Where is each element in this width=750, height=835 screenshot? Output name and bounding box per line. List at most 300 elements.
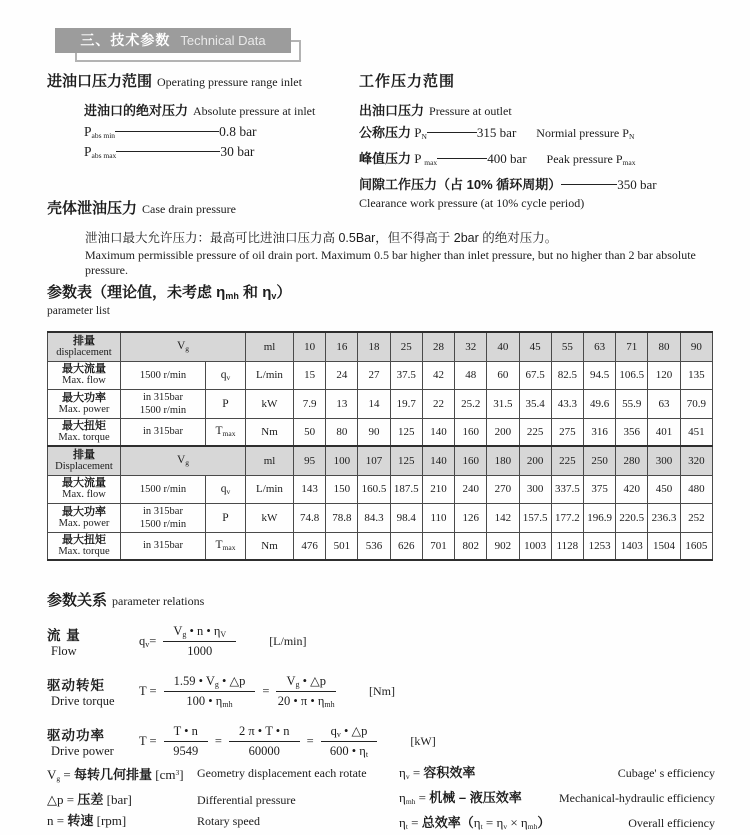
displacement-col-header: 55 — [551, 332, 583, 361]
value-cell: 196.9 — [583, 503, 615, 532]
row-label-cell — [48, 418, 121, 446]
token: • △p — [218, 674, 246, 688]
token: = — [149, 634, 157, 648]
unit-cell: kW — [246, 389, 294, 418]
inlet-heading-en: Operating pressure range inlet — [157, 75, 302, 89]
token: = — [409, 765, 424, 780]
value-cell: 94.5 — [583, 361, 615, 389]
outlet-heading-zh: 工作压力范围 — [359, 73, 456, 90]
table-header-row — [48, 446, 713, 475]
row-label-en: Max. flow — [62, 375, 106, 386]
relations-heading-zh: 参数关系 — [47, 592, 108, 609]
token: 600 • — [329, 744, 360, 758]
table-row — [48, 389, 713, 418]
token: P — [411, 151, 425, 166]
displacement-col-header: 32 — [455, 332, 487, 361]
value-cell: 126 — [455, 503, 487, 532]
value-cell: 450 — [648, 475, 680, 503]
inlet-pressure-rows — [47, 124, 359, 160]
parameter-table — [47, 331, 713, 561]
case-drain-text-zh: 泄油口最大允许压力：最高可比进油口压力高 0.5Bar，但不得高于 2bar 的绝对压力。 — [85, 231, 558, 245]
symbol-cell — [206, 361, 246, 389]
fraction-numerator — [276, 673, 336, 692]
formula-label-zh: 流 量 — [47, 628, 81, 643]
parameter-table-heading — [47, 281, 291, 317]
displacement-col-header: 107 — [358, 446, 390, 475]
token: n = — [47, 813, 68, 828]
value-cell: 1403 — [616, 532, 648, 560]
token: $V_g$ — [286, 674, 300, 689]
token: 峰值压力 — [359, 151, 412, 166]
token: • n • — [186, 624, 214, 638]
legend-item — [399, 815, 715, 835]
token: 20 • π • — [277, 694, 318, 708]
fraction-denominator — [249, 742, 280, 759]
inlet-subheading-en: Absolute pressure at inlet — [193, 104, 316, 118]
formula-unit: [Nm] — [369, 683, 395, 698]
displacement-col-header: 225 — [551, 446, 583, 475]
table-header-row — [48, 332, 713, 361]
case-drain-heading-en: Case drain pressure — [142, 202, 236, 216]
inlet-subheading-zh: 进油口的绝对压力 — [84, 103, 189, 118]
value-cell: 157.5 — [519, 503, 551, 532]
condition-cell: 1500 r/min — [121, 475, 206, 503]
value-cell: 200 — [487, 418, 519, 446]
token: $q_v$ — [220, 368, 231, 382]
case-drain-heading-zh: 壳体泄油压力 — [47, 200, 138, 217]
value-cell: 50 — [294, 418, 326, 446]
row-label-en: Max. torque — [58, 431, 110, 443]
inlet-pressure-row — [84, 144, 359, 160]
displacement-col-header: 40 — [487, 332, 519, 361]
legend-symbol — [399, 790, 522, 810]
displacement-col-header: 100 — [326, 446, 358, 475]
value-cell: 19.7 — [390, 389, 422, 418]
token: = — [482, 815, 497, 830]
token: $\eta_{mh}$ — [520, 815, 538, 831]
value-cell: 143 — [294, 475, 326, 503]
legend-text-en: Mechanical-hydraulic efficiency — [558, 791, 715, 805]
value-cell: 401 — [648, 418, 680, 446]
row-label-zh: 最大功率 — [62, 505, 106, 518]
value-cell: 60 — [487, 361, 519, 389]
token: = — [415, 790, 430, 805]
value-cell: 90 — [358, 418, 390, 446]
fraction — [321, 723, 378, 759]
displacement-col-header: 320 — [680, 446, 712, 475]
value-cell: 220.5 — [616, 503, 648, 532]
fraction — [163, 624, 236, 659]
value-cell: 1253 — [583, 532, 615, 560]
condition-cell: 1500 r/min — [121, 361, 206, 389]
row-label-zh: 最大扭矩 — [62, 533, 106, 546]
token: ] — [179, 767, 184, 782]
value-cell: 300 — [519, 475, 551, 503]
value-cell: 55.9 — [616, 389, 648, 418]
token: 参数表（理论值，未考虑 — [47, 284, 217, 301]
token: 1.59 • — [173, 674, 206, 688]
formula-body — [139, 624, 243, 659]
token: Normial pressure P — [536, 126, 629, 140]
leader-line — [115, 131, 219, 132]
value-cell: 63 — [648, 389, 680, 418]
displacement-col-header: 160 — [455, 446, 487, 475]
value-cell: 150 — [326, 475, 358, 503]
token: P — [411, 125, 422, 140]
row-label-zh: 最大流量 — [62, 363, 106, 375]
formula-label-en: Drive torque — [51, 693, 115, 708]
value-cell: 902 — [487, 532, 519, 560]
value-cell: 82.5 — [551, 361, 583, 389]
token: $\eta_t$ — [399, 815, 408, 831]
displacement-col-header: 80 — [648, 332, 680, 361]
token: T • n — [173, 723, 198, 738]
value-cell: 252 — [680, 503, 712, 532]
fraction-numerator — [163, 624, 236, 642]
value-cell: 1605 — [680, 532, 712, 560]
unit-cell: kW — [246, 503, 294, 532]
fraction-numerator — [229, 724, 300, 742]
legend-text-en: Geometry displacement each rotate — [197, 766, 367, 780]
value-cell: 160 — [455, 418, 487, 446]
pressure-value: 350 bar — [617, 177, 657, 192]
inlet-pressure-column — [47, 70, 359, 211]
formula-row — [47, 723, 715, 759]
value-cell: 236.3 — [648, 503, 680, 532]
token: $V_g$ — [205, 674, 219, 689]
legend-item — [47, 765, 399, 787]
formula-rows — [47, 624, 715, 759]
value-cell: 270 — [487, 475, 519, 503]
legend-item — [47, 792, 399, 808]
value-cell: 802 — [455, 532, 487, 560]
token: P — [222, 511, 229, 524]
legend-text-en: Differential pressure — [197, 793, 296, 807]
token: 容积效率 — [423, 765, 476, 780]
token: • △p — [340, 724, 368, 738]
token: 转速 — [67, 813, 94, 828]
token: 1000 — [187, 644, 213, 658]
token: 9549 — [173, 743, 199, 758]
token: 和 — [238, 284, 263, 301]
value-cell: 13 — [326, 389, 358, 418]
symbol-cell — [206, 503, 246, 532]
value-cell: 356 — [616, 418, 648, 446]
unit-cell: Nm — [246, 418, 294, 446]
displacement-col-header: 25 — [390, 332, 422, 361]
value-cell: 31.5 — [487, 389, 519, 418]
token: ） — [276, 284, 292, 301]
value-cell: 80 — [326, 418, 358, 446]
relations-heading — [47, 589, 715, 610]
pressure-value: 400 bar — [487, 151, 527, 166]
token: $V_g$ — [176, 454, 190, 468]
token: = — [60, 767, 74, 782]
value-cell: 225 — [519, 418, 551, 446]
value-cell: 536 — [358, 532, 390, 560]
token: 60000 — [248, 743, 280, 758]
inlet-heading-zh: 进油口压力范围 — [47, 73, 153, 90]
value-cell: 70.9 — [680, 389, 712, 418]
displacement-col-header: 200 — [519, 446, 551, 475]
token: $P_{abs min}$ — [84, 124, 116, 140]
value-cell: 135 — [680, 361, 712, 389]
token: $q_v$ — [220, 482, 231, 496]
token: 每转几何排量 — [73, 767, 152, 782]
legend-text-en: Rotary speed — [197, 814, 260, 828]
legend-symbol — [399, 765, 475, 785]
symbol-cell — [206, 532, 246, 560]
token: $T_{max}$ — [215, 425, 236, 439]
token: T = — [139, 733, 157, 748]
value-cell: 480 — [680, 475, 712, 503]
value-cell: 160.5 — [358, 475, 390, 503]
value-cell: 210 — [422, 475, 454, 503]
fraction — [164, 673, 256, 709]
displacement-col-header: 63 — [583, 332, 615, 361]
value-cell: 420 — [616, 475, 648, 503]
fraction-numerator — [321, 723, 378, 742]
row-label-cell — [48, 532, 121, 560]
value-cell: 626 — [390, 532, 422, 560]
value-cell: 187.5 — [390, 475, 422, 503]
value-cell: 25.2 — [455, 389, 487, 418]
token: $V_g$ — [176, 340, 190, 354]
header-label-en: Displacement — [55, 460, 113, 472]
token: = — [262, 683, 270, 698]
value-cell: 142 — [487, 503, 519, 532]
case-drain-text-en: Maximum permissible pressure of oil drain port. Maximum 0.5 bar higher than inlet pressure, but no higher than 2 bar absolute pressure. — [85, 248, 696, 277]
outlet-heading — [359, 70, 715, 91]
value-cell: 125 — [390, 418, 422, 446]
token: × — [507, 815, 521, 830]
token: $q_v$ — [139, 634, 150, 649]
formula-body — [139, 673, 343, 709]
formula-label-zh: 驱动转矩 — [47, 677, 105, 693]
pressure-value: 0.8 bar — [219, 124, 257, 139]
header-label-en: displacement — [56, 346, 112, 358]
parameter-table-subtitle: parameter list — [47, 305, 110, 317]
token: $q_v$ — [330, 724, 341, 739]
token: 公称压力 — [359, 125, 412, 140]
token: = — [306, 733, 314, 748]
parameter-table-wrap — [47, 331, 713, 561]
value-cell: 140 — [422, 418, 454, 446]
token: $P_{abs max}$ — [84, 144, 117, 160]
row-label-cell — [48, 361, 121, 389]
row-label-zh: 最大功率 — [62, 391, 106, 404]
displacement-col-header: 18 — [358, 332, 390, 361]
value-cell: 110 — [422, 503, 454, 532]
token: [rpm] — [93, 813, 127, 828]
fraction — [276, 673, 336, 709]
row-label-zh: 最大扭矩 — [62, 419, 106, 432]
displacement-col-header: 10 — [294, 332, 326, 361]
token: ） — [537, 815, 551, 830]
displacement-col-header: 95 — [294, 446, 326, 475]
fraction — [229, 724, 300, 759]
inlet-heading — [47, 70, 359, 91]
outlet-subheading — [359, 100, 715, 120]
value-cell: 24 — [326, 361, 358, 389]
title-box — [55, 28, 291, 53]
outlet-subheading-en: Pressure at outlet — [429, 104, 512, 118]
displacement-col-header: 280 — [616, 446, 648, 475]
value-cell: 375 — [583, 475, 615, 503]
value-cell: 316 — [583, 418, 615, 446]
token: 机械 – 液压效率 — [429, 790, 522, 805]
legend-symbol — [399, 815, 550, 835]
token: $V_g$ — [173, 624, 187, 639]
outlet-pressure-row — [359, 123, 715, 146]
displacement-col-header: 16 — [326, 332, 358, 361]
row-label-zh: 最大流量 — [62, 477, 106, 489]
outlet-row-label-en: Peak pressure $P_{max}$ — [546, 152, 636, 167]
row-label-cell — [48, 475, 121, 503]
value-cell: 177.2 — [551, 503, 583, 532]
symbol-cell — [206, 389, 246, 418]
token: 100 • — [186, 694, 216, 708]
token: T = — [139, 683, 157, 698]
displacement-col-header: 250 — [583, 446, 615, 475]
value-cell: 15 — [294, 361, 326, 389]
legend-item — [399, 790, 715, 810]
displacement-col-header: 45 — [519, 332, 551, 361]
token: △p = — [47, 792, 78, 807]
fraction — [164, 724, 208, 759]
token: $\eta_t$ — [473, 815, 483, 831]
legend-text-en: Cubage' s efficiency — [617, 766, 715, 780]
page-title-zh: 三、技术参数 — [80, 32, 171, 48]
value-cell: 106.5 — [616, 361, 648, 389]
leader-line — [116, 151, 220, 152]
leader-line — [561, 184, 617, 185]
fraction-denominator — [187, 642, 212, 659]
displacement-col-header: 300 — [648, 446, 680, 475]
value-cell: 120 — [648, 361, 680, 389]
section-title-banner — [55, 28, 315, 64]
outlet-row-label: 公称压力 $P_N$ — [359, 125, 427, 141]
token: $\eta_{mh}$ — [215, 694, 233, 709]
value-cell: 240 — [455, 475, 487, 503]
legend-item — [47, 813, 399, 829]
row-label-en: Max. flow — [62, 489, 106, 500]
table-row — [48, 503, 713, 532]
value-cell: 48 — [455, 361, 487, 389]
symbol-cell — [206, 418, 246, 446]
value-cell: 84.3 — [358, 503, 390, 532]
legend-symbol — [47, 813, 197, 829]
displacement-col-header: 71 — [616, 332, 648, 361]
row-label-cell — [48, 389, 121, 418]
formula-label-en: Flow — [51, 644, 77, 658]
value-cell: 275 — [551, 418, 583, 446]
displacement-header-cell — [48, 446, 121, 475]
outlet-row-label-en: Normial pressure $P_N$ — [536, 126, 635, 141]
formula-label — [47, 724, 139, 759]
displacement-col-header: 180 — [487, 446, 519, 475]
unit-header-cell: ml — [246, 332, 294, 361]
token: [cm — [152, 767, 176, 782]
token: P — [222, 397, 229, 410]
value-cell: 701 — [422, 532, 454, 560]
value-cell: 1504 — [648, 532, 680, 560]
outlet-row-label: 峰值压力 P $_{max}$ — [359, 151, 438, 167]
row-label-en: Max. power — [58, 517, 110, 529]
value-cell: 35.4 — [519, 389, 551, 418]
table-row — [48, 418, 713, 446]
condition-cell: in 315bar — [121, 532, 206, 560]
formula-unit: [L/min] — [269, 634, 307, 648]
value-cell: 1003 — [519, 532, 551, 560]
displacement-col-header: 90 — [680, 332, 712, 361]
token: $V_g$ — [47, 767, 61, 783]
formula-label-zh: 驱动功率 — [47, 727, 105, 743]
token: $\eta_v$ — [399, 765, 410, 781]
pressure-value: 30 bar — [220, 144, 255, 159]
legend-symbol — [47, 792, 197, 808]
value-cell: 27 — [358, 361, 390, 389]
fraction-numerator — [164, 724, 208, 742]
legend-right-column — [399, 760, 715, 835]
unit-cell: L/min — [246, 475, 294, 503]
value-cell: 49.6 — [583, 389, 615, 418]
outlet-note: Clearance work pressure (at 10% cycle period) — [359, 196, 585, 210]
outlet-pressure-rows — [359, 123, 715, 194]
token: $\eta_{mh}$ — [317, 694, 335, 709]
displacement-col-header: 28 — [422, 332, 454, 361]
parameter-relations-section — [47, 589, 715, 759]
value-cell: 98.4 — [390, 503, 422, 532]
displacement-col-header: 125 — [390, 446, 422, 475]
unit-cell: L/min — [246, 361, 294, 389]
outlet-pressure-row — [359, 149, 715, 172]
token: $\eta_V$ — [213, 624, 227, 639]
table-row — [48, 475, 713, 503]
table-row — [48, 361, 713, 389]
token: 压差 — [77, 792, 104, 807]
relations-heading-en: parameter relations — [112, 594, 205, 608]
legend-text-en: Overall efficiency — [628, 816, 715, 830]
fraction-denominator — [186, 692, 232, 709]
token: $\eta_t$ — [359, 744, 369, 759]
token: = — [407, 815, 422, 830]
legend-symbol: $V_g$ = 每转几何排量 $[cm^3]$ — [47, 767, 184, 783]
pressure-value: 315 bar — [476, 125, 517, 140]
displacement-col-header: 140 — [422, 446, 454, 475]
formula-unit: [kW] — [410, 733, 436, 748]
page-title-en: Technical Data — [180, 33, 266, 48]
fraction-numerator — [164, 673, 256, 692]
row-label-en: Max. torque — [58, 545, 110, 557]
fraction-denominator — [173, 742, 198, 759]
value-cell: 1128 — [551, 532, 583, 560]
inlet-pressure-row — [84, 124, 359, 140]
unit-header-cell: ml — [246, 446, 294, 475]
token: 2 π • T • n — [238, 723, 290, 738]
value-cell: 78.8 — [326, 503, 358, 532]
value-cell: 7.9 — [294, 389, 326, 418]
token: $\eta_v$ — [262, 284, 277, 301]
case-drain-heading — [47, 197, 715, 218]
header-label-zh: 排量 — [73, 448, 95, 461]
parameter-table-title — [47, 281, 291, 302]
value-cell: 451 — [680, 418, 712, 446]
outlet-row-label — [359, 177, 561, 192]
outlet-pressure-row — [359, 175, 715, 194]
formula-label — [47, 624, 139, 659]
token: $\eta_{mh}$ — [216, 284, 239, 301]
